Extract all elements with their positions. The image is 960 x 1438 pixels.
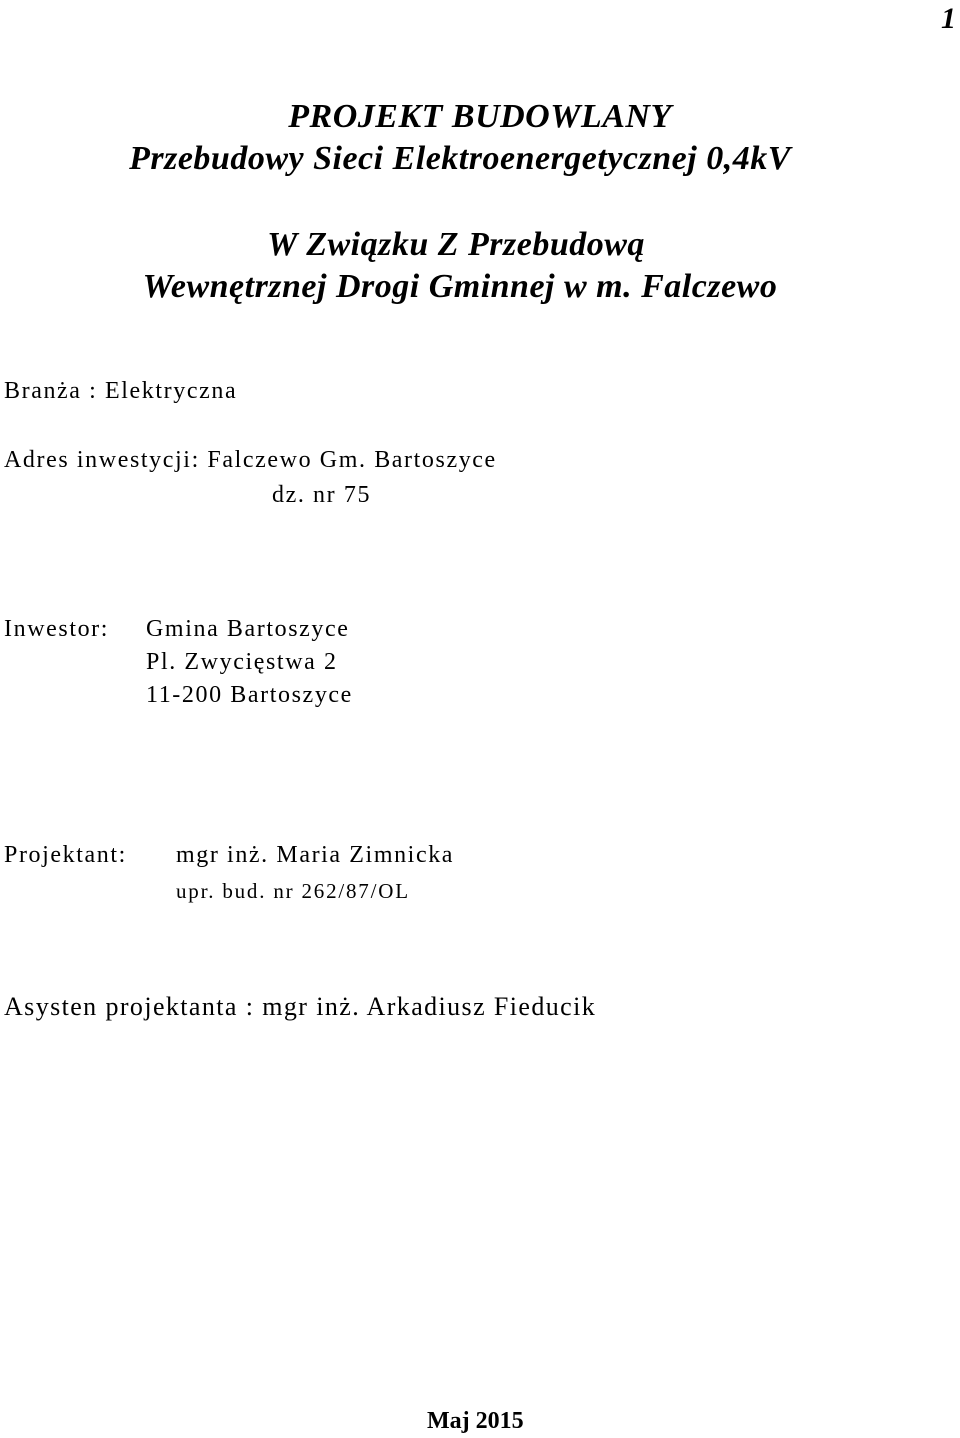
page-number: 1 [941,2,956,35]
branza-field: Branża : Elektryczna [4,378,238,404]
projektant-name: mgr inż. Maria Zimnicka [176,842,455,868]
projektant-label: Projektant: [4,842,127,868]
document-subtitle-line-3: Wewnętrznej Drogi Gminnej w m. Falczewo [142,268,778,305]
inwestor-label: Inwestor: [4,616,110,642]
asystent-projektanta: Asysten projektanta : mgr inż. Arkadiusz Fieducik [4,992,597,1021]
document-date: Maj 2015 [427,1408,524,1434]
document-subtitle-line-1: Przebudowy Sieci Elektroenergetycznej 0,4kV [129,140,791,177]
adres-inwestycji-line-2: dz. nr 75 [272,482,372,508]
inwestor-postal-city: 11-200 Bartoszyce [146,682,353,708]
inwestor-name: Gmina Bartoszyce [146,616,350,642]
projektant-license: upr. bud. nr 262/87/OL [176,879,410,903]
document-title: PROJEKT BUDOWLANY [288,98,672,135]
adres-inwestycji-line-1: Adres inwestycji: Falczewo Gm. Bartoszyce [4,447,497,473]
inwestor-street: Pl. Zwycięstwa 2 [146,649,338,675]
document-subtitle-line-2: W Związku Z Przebudową [267,226,645,263]
